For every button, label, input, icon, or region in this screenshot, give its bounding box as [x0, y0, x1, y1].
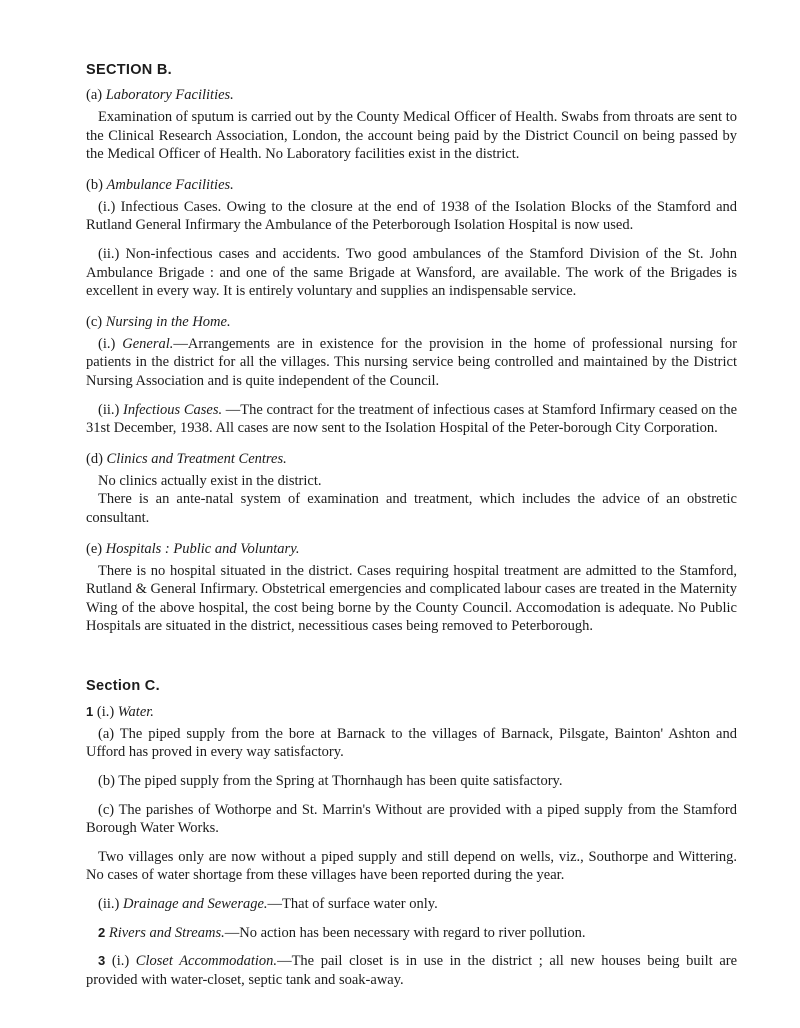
paragraph: (c) The parishes of Wothorpe and St. Marrin's Without are provided with a piped supply from the Stamford Borough Water Works.	[86, 801, 737, 837]
item-1-heading: 1 (i.) Water.	[86, 703, 154, 720]
paragraph: (ii.) Drainage and Sewerage.—That of surface water only.	[98, 896, 438, 913]
paragraph: (a) The piped supply from the bore at Barnack to the villages of Barnack, Pilsgate, Bainton' Ashton and Ufford has proved in every way satisfactory.	[86, 725, 737, 761]
paragraph: (ii.) Non-infectious cases and accidents. Two good ambulances of the Stamford Division of the St. John Ambulance Brigade : and one of the same Brigade at Wansford, are available. The work of the Brigades is excellent in every way. It is entirely voluntary and supplies an indispensable service.	[86, 245, 737, 300]
subsection-a-title: Laboratory Facilities.	[105, 87, 234, 103]
paragraph: (b) The piped supply from the Spring at Thornhaugh has been quite satisfactory.	[98, 773, 563, 790]
paragraph: (i.) Infectious Cases. Owing to the closure at the end of 1938 of the Isolation Blocks of the Stamford and Rutland General Infirmary the Ambulance of the Peterborough Isolation Hospital is now used.	[86, 198, 737, 234]
paragraph: There is an ante-natal system of examination and treatment, which includes the advice of an obstretic consultant.	[86, 491, 737, 526]
paragraph: There is no hospital situated in the district. Cases requiring hospital treatment are admitted to the Stamford, Rutland & General Infirmary. Obstetrical emergencies and complicated labour cases are treated in the Maternity Wing of the above hospital, the cost being borne by the County Council. Accomodation is adequate. No Public Hospitals are situated in the district, necessitious cases being removed to Peterborough.	[86, 562, 737, 635]
section-c	[86, 678, 737, 990]
subsection-d-label: (d)	[86, 450, 103, 467]
section-b-heading: SECTION B.	[86, 62, 172, 78]
paragraph: Two villages only are now without a piped supply and still depend on wells, viz., Southorpe and Wittering. No cases of water shortage from these villages have been reported during the year.	[86, 848, 737, 884]
section-c-heading: Section C.	[86, 677, 160, 694]
subsection-e	[86, 540, 737, 636]
subsection-c-label: (c)	[86, 313, 103, 330]
subsection-a-label: (a)	[86, 87, 103, 103]
paragraph: (ii.) Infectious Cases. —The contract for the treatment of infectious cases at Stamford Infirmary ceased on the 31st December, 1938. All cases are now sent to the Isolation Hospital of the Peter-borough City Corporation.	[86, 401, 738, 437]
item-2: 2 Rivers and Streams.—No action has been necessary with regard to river pollution.	[98, 924, 586, 941]
section-b	[86, 62, 737, 636]
subsection-b	[86, 176, 737, 301]
paragraph: Examination of sputum is carried out by the County Medical Officer of Health. Swabs from throats are sent to the Clinical Research Association, London, the account being paid by the District Council on being passed by the Medical Officer of Health. No Laboratory facilities exist in the district.	[86, 109, 737, 163]
subsection-d-title: Clinics and Treatment Centres.	[106, 450, 287, 467]
subsection-e-label: (e)	[86, 540, 103, 557]
subsection-e-title: Hospitals : Public and Voluntary.	[105, 540, 300, 557]
subsection-c-title: Nursing in the Home.	[105, 313, 231, 330]
subsection-b-label: (b)	[86, 176, 103, 193]
item-3: 3 (i.) Closet Accommodation.—The pail closet is in use in the district ; all new houses being built are provided with water-closet, septic tank and soak-away.	[86, 953, 738, 988]
subsection-c	[86, 313, 737, 438]
subsection-a	[86, 86, 737, 164]
paragraph: No clinics actually exist in the district.	[98, 472, 322, 489]
subsection-d	[86, 450, 737, 528]
paragraph: (i.) General.—Arrangements are in existence for the provision in the home of professional nursing for patients in the district for all the villages. This nursing service being controlled and maintained by the District Nursing Association and is quite independent of the Council.	[86, 335, 737, 389]
subsection-b-title: Ambulance Facilities.	[106, 176, 234, 193]
